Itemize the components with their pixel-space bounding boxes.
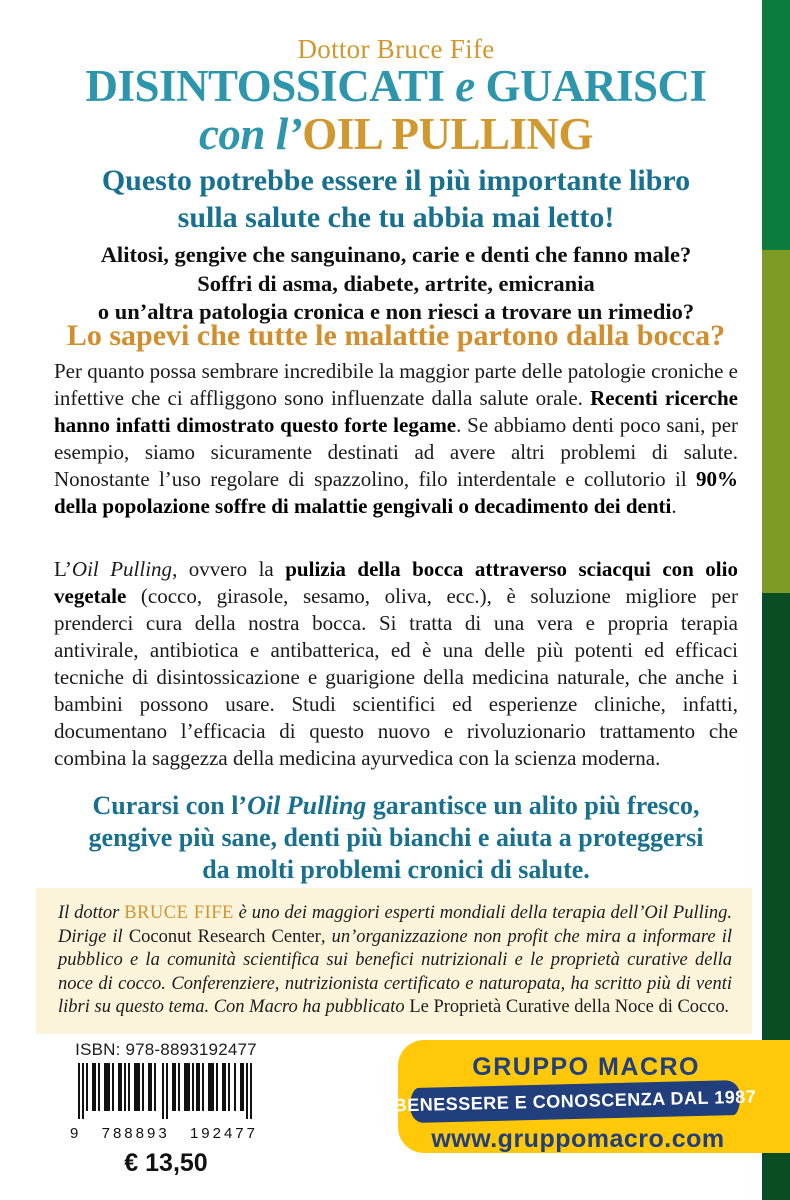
text-run-bold: pulizia della bocca attraverso sciacqui con olio vegetale [54,557,738,608]
text-run: , ovvero la [172,557,286,581]
book-title-line1 [54,62,738,110]
book-title-line2 [54,110,738,158]
publisher-tagline-band [393,1080,757,1123]
text-run: . [724,997,730,1017]
title-text: DISINTOSSICATI [85,61,456,111]
barcode-digit-lead: 9 [70,1125,82,1142]
spine-stripe [762,0,790,1200]
publisher-tagline: BENESSERE E CONOSCENZA DAL 1987 [393,1086,757,1116]
barcode-digits-left: 788893 [101,1125,170,1142]
text-run: . [671,494,677,518]
text-run: Il dottor [58,903,125,923]
title-text-italic: e [455,61,475,111]
barcode-digits [70,1125,262,1142]
hook-headline: Lo sapevi che tutte le malattie partono dalla bocca? [66,319,726,352]
paragraph-oral-health [54,358,738,520]
text-run: Per quanto possa sembrare incredibile la maggior parte delle patologie croniche e infettive che ci affliggono sono influenzate dalla salute orale. [54,359,738,410]
conclusion-line [54,790,738,822]
question-line: Soffri di asma, diabete, artrite, emicrania [197,270,595,296]
price: € 13,50 [124,1149,208,1177]
author-name-highlight: BRUCE FIFE [124,903,234,923]
lead-headline [54,162,738,236]
author-bio-box [36,888,752,1034]
book-title [54,62,738,158]
publisher-name: GRUPPO MACRO [472,1053,700,1081]
text-run: Curarsi con l’ [92,791,248,820]
organization-name: Coconut Research Center [128,926,321,947]
conclusion-line: gengive più sane, denti più bianchi e aiuta a proteggersi [88,823,704,852]
barcode-bars [78,1063,254,1119]
barcode [70,1063,262,1142]
text-run: garantisce un alito più fresco, [366,791,700,820]
text-run: è uno dei maggiori esperti mondiali della terapia dell’Oil Pulling. Dirige il [58,903,732,947]
question-lines [54,241,738,327]
text-run-bold: Recenti ricerche hanno infatti dimostrato questo forte legame [54,386,738,437]
author-name: Dottor Bruce Fife [297,34,495,64]
publisher-badge [393,1040,790,1153]
lead-line: Questo potrebbe essere il più importante libro [101,164,691,197]
title-text-italic: con l’ [198,109,303,159]
question-line: Alitosi, gengive che sanguinano, carie e denti che fanno male? [100,242,692,267]
question-line: o un’altra patologia cronica e non riesci a trovare un rimedio? [97,299,695,324]
barcode-digits-right: 192477 [189,1125,258,1142]
isbn-block [70,1040,262,1178]
conclusion-statement [54,790,738,886]
text-run-italic: Oil Pulling [247,791,367,820]
stripe-segment-emerald [762,0,790,250]
text-run: . Se abbiamo denti poco sani, per esempio, siamo sicuramente destinati ad avere altri problemi di salute. Nonostante l’uso regolare di spazzolino, filo interdentale e collutorio il [54,413,739,491]
title-text: GUARISCI [474,61,707,111]
title-text-gold: OIL PULLING [302,109,594,159]
paragraph-oil-pulling [54,556,738,772]
stripe-segment-olive [762,250,790,593]
book-reference: Le Proprietà Curative della Noce di Cocco [409,997,725,1017]
text-run-italic: Oil Pulling [71,557,173,581]
text-run: (cocco, girasole, sesamo, oliva, ecc.), è soluzione migliore per prenderci cura della nostra bocca. Si tratta di una vera e propria terapia antivirale, antibiotica e antibatterica, ed è una delle più potenti ed efficaci tecniche di disintossicazione e guarigione della medicina naturale, che anche i bambini possono usare. Studi scientifici ed esperienze cliniche, infatti, documentano l’efficacia di questo nuovo e rivoluzionario trattamento che combina la saggezza della medicina ayurvedica con la scienza moderna. [54,584,738,770]
isbn-label: ISBN: 978-8893192477 [75,1040,257,1059]
text-run: L’ [54,557,72,581]
conclusion-line: da molti problemi cronici di salute. [202,855,590,884]
text-run: , un’organizzazione non profit che mira a informare il pubblico e la comunità scientifica sui benefici nutrizionali e le proprietà curative della noce di cocco. Conferenziere, nutrizionista certificato e naturopata, ha scritto più di venti libri su questo tema. Con Macro ha pubblicato [58,926,732,1017]
text-run-bold: 90% della popolazione soffre di malattie gengivali o decadimento dei denti [54,467,738,518]
publisher-website: www.gruppomacro.com [431,1125,725,1153]
lead-line: sulla salute che tu abbia mai letto! [177,201,615,234]
